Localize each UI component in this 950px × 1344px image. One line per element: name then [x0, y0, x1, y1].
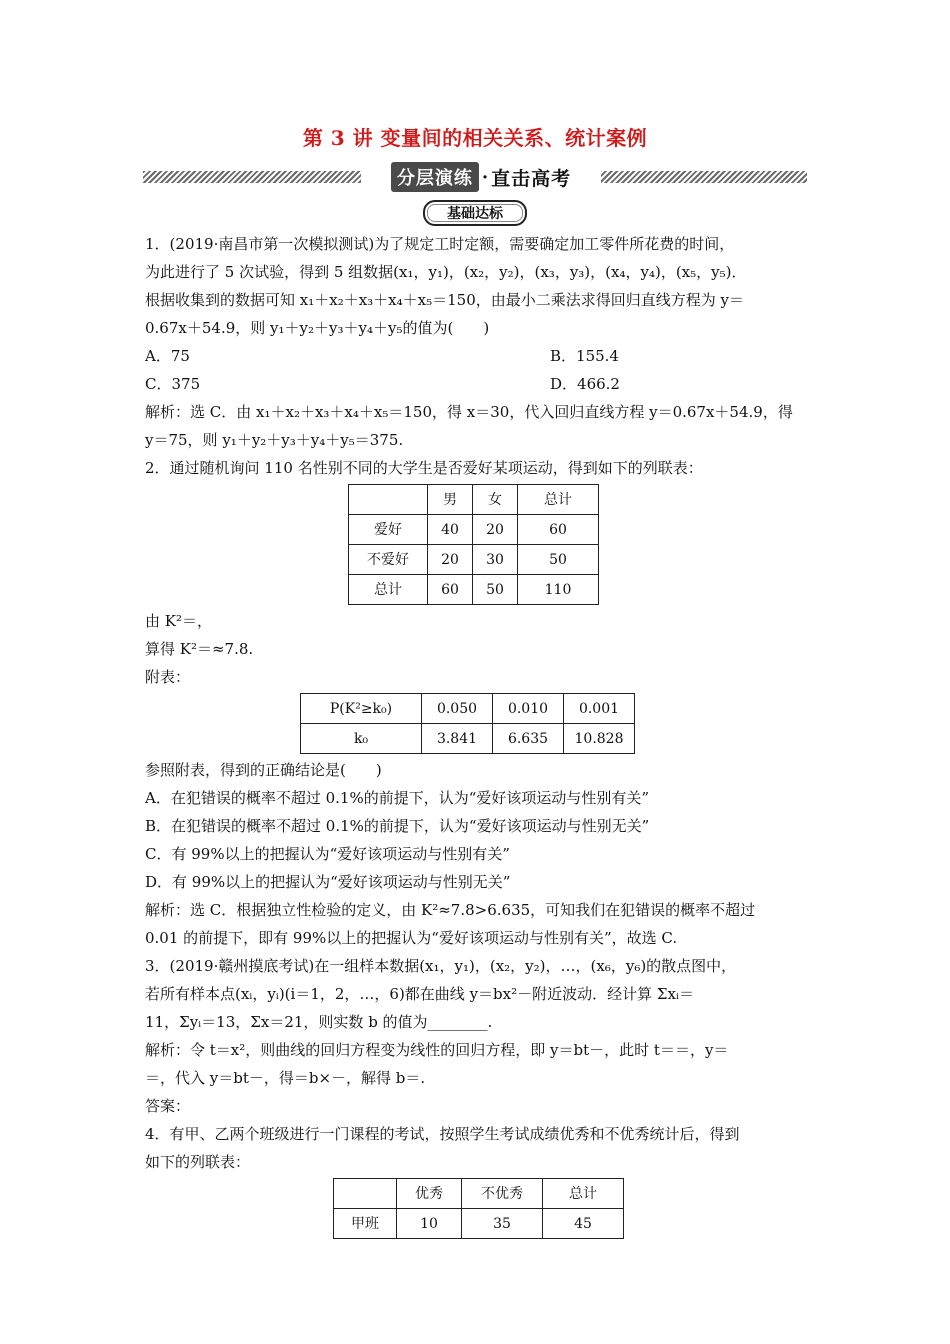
table-cell: 10 [397, 1209, 462, 1239]
table-cell: 6.635 [493, 724, 564, 754]
q2-option-a: A．在犯错误的概率不超过 0.1%的前提下，认为“爱好该项运动与性别有关” [145, 789, 650, 807]
q3-solution: 解析：令 t＝x²，则曲线的回归方程变为线性的回归方程，即 y＝bt－，此时 t＝＝，y＝ [145, 1041, 729, 1059]
q1-option-c: C．375 [145, 375, 201, 393]
q2-formula-line: 算得 K²＝≈7.8. [145, 640, 254, 658]
q1-option-a: A．75 [145, 347, 190, 365]
q1-solution: 解析：选 C．由 x₁＋x₂＋x₃＋x₄＋x₅＝150，得 x＝30，代入回归直线方程 y＝0.67x＋54.9，得 [145, 403, 793, 421]
table-cell: 60 [428, 575, 473, 605]
table-cell: k₀ [301, 724, 422, 754]
q2-option-c: C．有 99%以上的把握认为“爱好该项运动与性别有关” [145, 845, 510, 863]
q2-option-d: D．有 99%以上的把握认为“爱好该项运动与性别无关” [145, 873, 511, 891]
q2-critical-value-table [300, 693, 635, 754]
q3-line: 11，Σyᵢ＝13，Σx＝21，则实数 b 的值为________. [145, 1013, 493, 1031]
q2-ask: 参照附表，得到的正确结论是( ) [145, 761, 382, 779]
table-cell: 110 [518, 575, 599, 605]
table-cell: 0.050 [422, 694, 493, 724]
table-cell: 50 [518, 545, 599, 575]
q2-line: 2．通过随机询问 110 名性别不同的大学生是否爱好某项运动，得到如下的列联表： [145, 459, 703, 477]
table-row [349, 545, 599, 575]
q3-line: 若所有样本点(xᵢ，yᵢ)(i＝1，2，…，6)都在曲线 y＝bx²－附近波动．经计算 Σxᵢ＝ [145, 985, 694, 1003]
table-row [349, 575, 599, 605]
table-row [334, 1179, 624, 1209]
table-cell: 40 [428, 515, 473, 545]
table-cell: 0.010 [493, 694, 564, 724]
table-row [301, 694, 635, 724]
banner-right-text: 直击高考 [491, 167, 572, 190]
q4-line: 4．有甲、乙两个班级进行一门课程的考试，按照学生考试成绩优秀和不优秀统计后，得到 [145, 1125, 740, 1143]
q1-options-row [145, 342, 810, 370]
q4-line: 如下的列联表： [145, 1153, 251, 1171]
level-tag-label: 基础达标 [423, 200, 527, 226]
q2-solution: 解析：选 C．根据独立性检验的定义，由 K²≈7.8>6.635，可知我们在犯错误的概率不超过 [145, 901, 756, 919]
table-cell: 60 [518, 515, 599, 545]
q4-contingency-table [333, 1178, 624, 1239]
table-cell: 0.001 [564, 694, 635, 724]
table-cell: 优秀 [397, 1179, 462, 1209]
q2-contingency-table [348, 484, 599, 605]
table-cell: 男 [428, 485, 473, 515]
table-cell: 女 [473, 485, 518, 515]
q1-line: 1．(2019·南昌市第一次模拟测试)为了规定工时定额，需要确定加工零件所花费的时间， [145, 235, 735, 253]
page-title: 第 3 讲 变量间的相关关系、统计案例 [302, 126, 648, 150]
q1-solution: y＝75，则 y₁＋y₂＋y₃＋y₄＋y₅＝375. [145, 431, 404, 449]
table-cell [349, 485, 428, 515]
table-cell [334, 1179, 397, 1209]
q2-appendix-label: 附表： [145, 668, 191, 686]
table-cell: 10.828 [564, 724, 635, 754]
table-cell: 50 [473, 575, 518, 605]
banner-stripe-left [143, 171, 363, 183]
table-cell: 20 [428, 545, 473, 575]
q1-line: 0.67x＋54.9，则 y₁＋y₂＋y₃＋y₄＋y₅的值为( ) [145, 319, 490, 337]
table-row [301, 724, 635, 754]
q2-option-b: B．在犯错误的概率不超过 0.1%的前提下，认为“爱好该项运动与性别无关” [145, 817, 650, 835]
q2-solution: 0.01 的前提下，即有 99%以上的把握认为“爱好该项运动与性别有关”，故选 C. [145, 929, 678, 947]
table-cell: 总计 [349, 575, 428, 605]
q2-formula-line: 由 K²＝， [145, 612, 212, 630]
q3-line: 3．(2019·赣州摸底考试)在一组样本数据(x₁，y₁)，(x₂，y₂)，…，(x₆，y₆)的散点图中， [145, 957, 737, 975]
q1-line: 为此进行了 5 次试验，得到 5 组数据(x₁，y₁)，(x₂，y₂)，(x₃，y₃)，(x₄，y₄)，(x₅，y₅)． [145, 263, 747, 281]
table-cell: 不爱好 [349, 545, 428, 575]
table-cell: 总计 [543, 1179, 624, 1209]
q1-option-d: D．466.2 [550, 375, 620, 393]
table-cell: 30 [473, 545, 518, 575]
table-cell: 甲班 [334, 1209, 397, 1239]
table-row [349, 485, 599, 515]
table-cell: P(K²≥k₀) [301, 694, 422, 724]
level-tag [0, 200, 950, 226]
table-cell: 20 [473, 515, 518, 545]
banner-label [361, 162, 601, 192]
banner-left-text: 分层演练 [391, 162, 479, 192]
table-cell: 总计 [518, 485, 599, 515]
table-row [349, 515, 599, 545]
banner-stripe-right [599, 171, 807, 183]
table-cell: 不优秀 [462, 1179, 543, 1209]
q1-option-b: B．155.4 [550, 347, 619, 365]
q1-options-row [145, 370, 810, 398]
banner-dot: · [481, 166, 489, 188]
table-row [334, 1209, 624, 1239]
exercise-content [145, 230, 810, 1241]
table-cell: 3.841 [422, 724, 493, 754]
q3-answer-label: 答案： [145, 1097, 191, 1115]
section-banner [143, 166, 807, 190]
q3-solution: ＝，代入 y＝bt－，得＝b×－，解得 b＝. [145, 1069, 426, 1087]
table-cell: 爱好 [349, 515, 428, 545]
table-cell: 45 [543, 1209, 624, 1239]
table-cell: 35 [462, 1209, 543, 1239]
q1-line: 根据收集到的数据可知 x₁＋x₂＋x₃＋x₄＋x₅＝150，由最小二乘法求得回归直线方程为 y＝ [145, 291, 745, 309]
